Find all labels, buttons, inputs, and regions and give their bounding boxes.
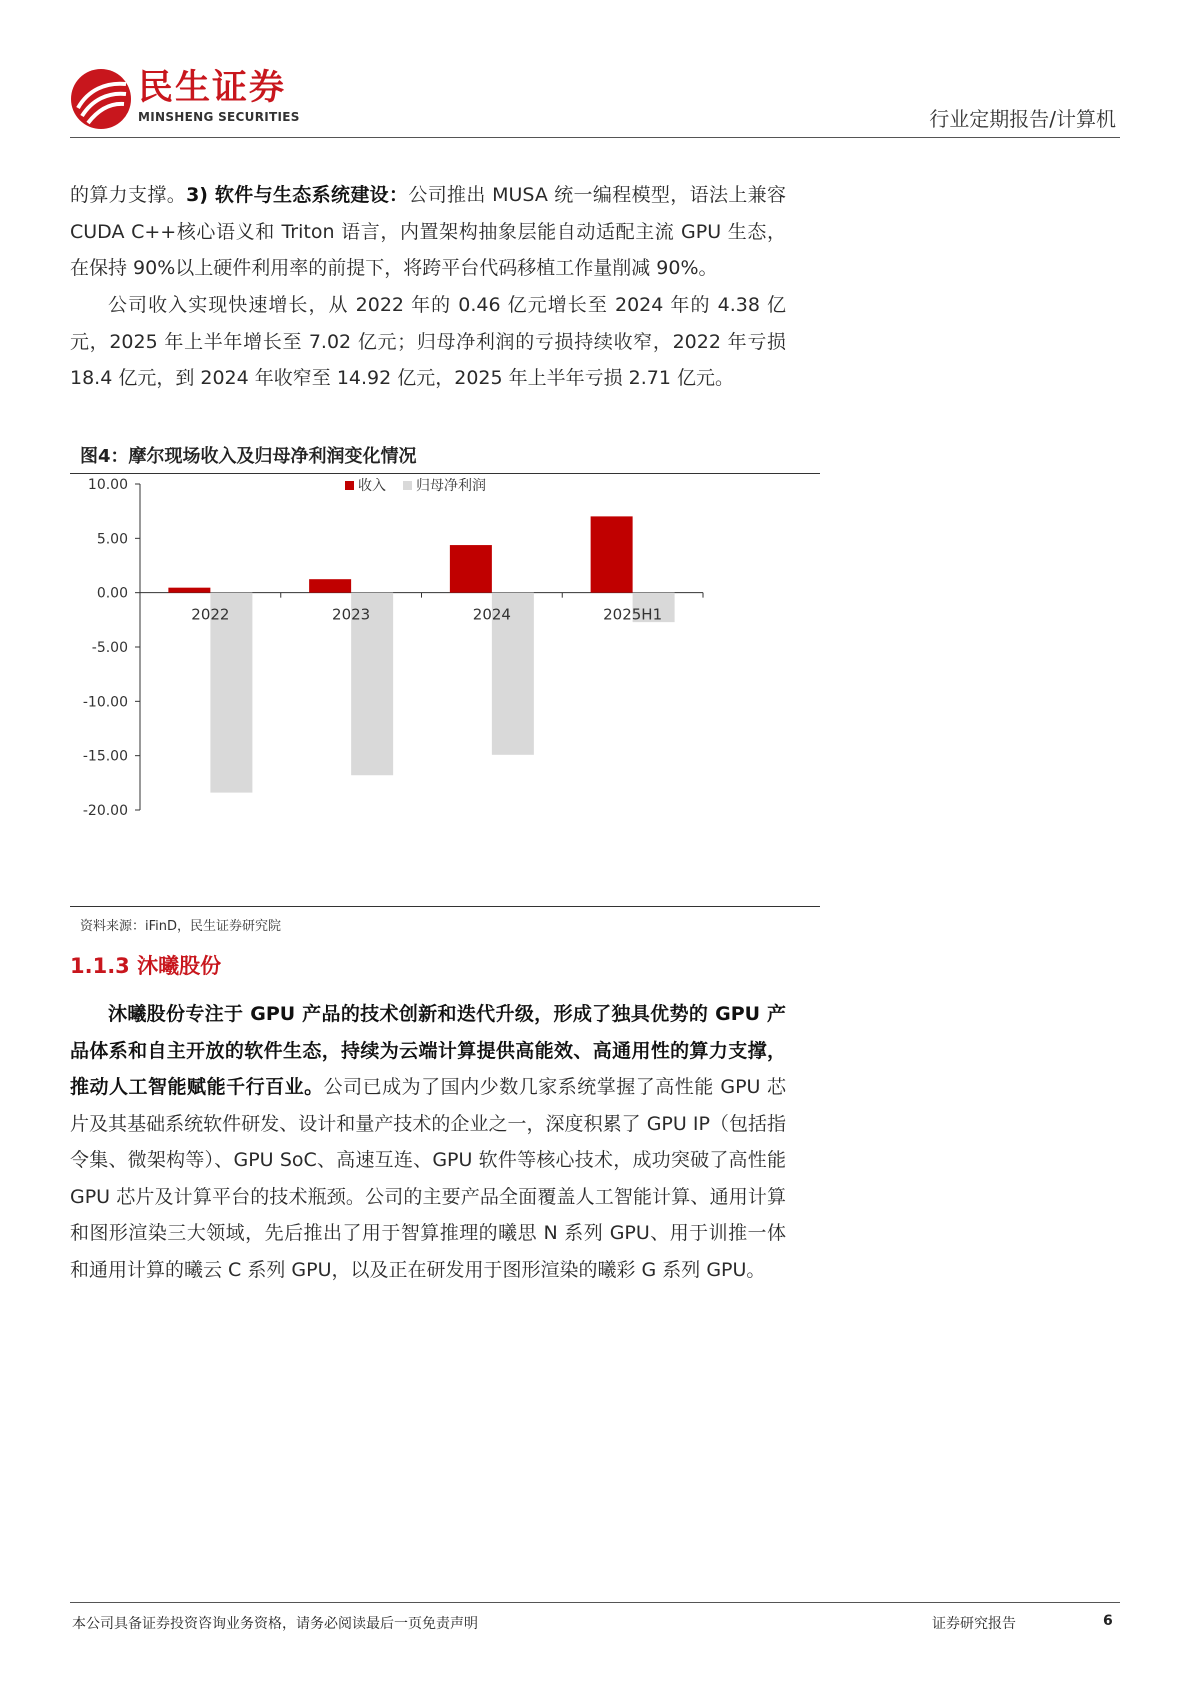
figure-bottom-rule xyxy=(70,906,820,907)
x-category-label: 2025H1 xyxy=(603,605,663,624)
logo-english-name: MINSHENG SECURITIES xyxy=(138,110,300,124)
header-divider xyxy=(70,137,1120,138)
y-tick-label: -10.00 xyxy=(82,694,128,711)
paragraph-muxi xyxy=(70,996,786,1288)
legend-swatch xyxy=(403,481,412,490)
figure-title: 图4：摩尔现场收入及归母净利润变化情况 xyxy=(80,446,417,467)
bar-revenue-2023 xyxy=(309,579,351,592)
bar-revenue-2024 xyxy=(450,545,492,593)
y-tick-label: 0.00 xyxy=(96,585,128,602)
figure-source: 资料来源：iFinD，民生证券研究院 xyxy=(80,919,282,934)
page-number: 6 xyxy=(1103,1613,1113,1629)
para1-lead: 的算力支撑。 xyxy=(70,184,187,206)
minsheng-logo-icon xyxy=(70,68,132,130)
chart-bars xyxy=(168,516,674,792)
legend-swatch xyxy=(345,481,354,490)
footer-report-label: 证券研究报告 xyxy=(932,1616,1016,1632)
y-tick-label: 10.00 xyxy=(87,478,128,493)
y-tick-label: -20.00 xyxy=(82,803,128,819)
section-body: 公司已成为了国内少数几家系统掌握了高性能 GPU 芯片及其基础系统软件研发、设计和量产技术的企业之一，深度积累了 GPU IP（包括指令集、微架构等）、GPU SoC、高速互连、GPU 软件等核心技术，成功突破了高性能 GPU 芯片及计算平台的技术瓶颈。公司的主要产品全面覆盖人工智能计算、通用计算和图形渲染三大领域，先后推出了用于智算推理的曦思 N 系列 GPU、用于训推一体和通用计算的曦云 C 系列 GPU，以及正在研发用于图形渲染的曦彩 G 系列 GPU。 xyxy=(70,1076,786,1281)
report-type-label: 行业定期报告/计算机 xyxy=(929,107,1116,131)
x-category-label: 2022 xyxy=(191,605,230,624)
para1-body: 公司推出 MUSA 统一编程模型，语法上兼容 CUDA C++核心语义和 Triton 语言，内置架构抽象层能自动适配主流 GPU 生态，在保持 90%以上硬件利用率的前提下，将跨平台代码移植工作量削减 90%。 xyxy=(70,184,786,279)
paragraph-revenue-growth: 公司收入实现快速增长，从 2022 年的 0.46 亿元增长至 2024 年的 4.38 亿元，2025 年上半年增长至 7.02 亿元；归母净利润的亏损持续收窄，2022 年亏损 18.4 亿元，到 2024 年收窄至 14.92 亿元，2025 年上半年亏损 2.71 亿元。 xyxy=(70,294,786,389)
y-tick-label: -15.00 xyxy=(82,748,128,765)
figure-top-rule xyxy=(70,473,820,474)
bar-revenue-2025H1 xyxy=(591,516,633,592)
paragraph-software-ecosystem xyxy=(70,177,786,287)
x-category-label: 2023 xyxy=(332,605,371,624)
y-tick-label: -5.00 xyxy=(91,640,128,656)
logo-chinese-name: 民生证券 xyxy=(138,68,287,108)
section-title: 1.1.3 沐曦股份 xyxy=(70,954,222,978)
footer-divider xyxy=(70,1602,1120,1603)
legend-label: 归母净利润 xyxy=(416,478,486,494)
x-category-label: 2024 xyxy=(472,605,511,624)
section-bold-lead: 沐曦股份专注于 GPU 产品的技术创新和迭代升级，形成了独具优势的 GPU 产品体系和自主开放的软件生态，持续为云端计算提供高能效、高通用性的算力支撑，推动人工智能赋能千行百业。 xyxy=(70,1003,786,1098)
footer-disclaimer: 本公司具备证券投资咨询业务资格，请务必阅读最后一页免责声明 xyxy=(72,1616,478,1632)
y-tick-label: 5.00 xyxy=(96,531,128,548)
bar-revenue-2022 xyxy=(168,588,210,593)
chart-legend xyxy=(345,478,486,494)
revenue-profit-bar-chart xyxy=(70,478,820,903)
para1-bold-heading: 3) 软件与生态系统建设： xyxy=(186,184,409,206)
legend-label: 收入 xyxy=(358,478,386,494)
